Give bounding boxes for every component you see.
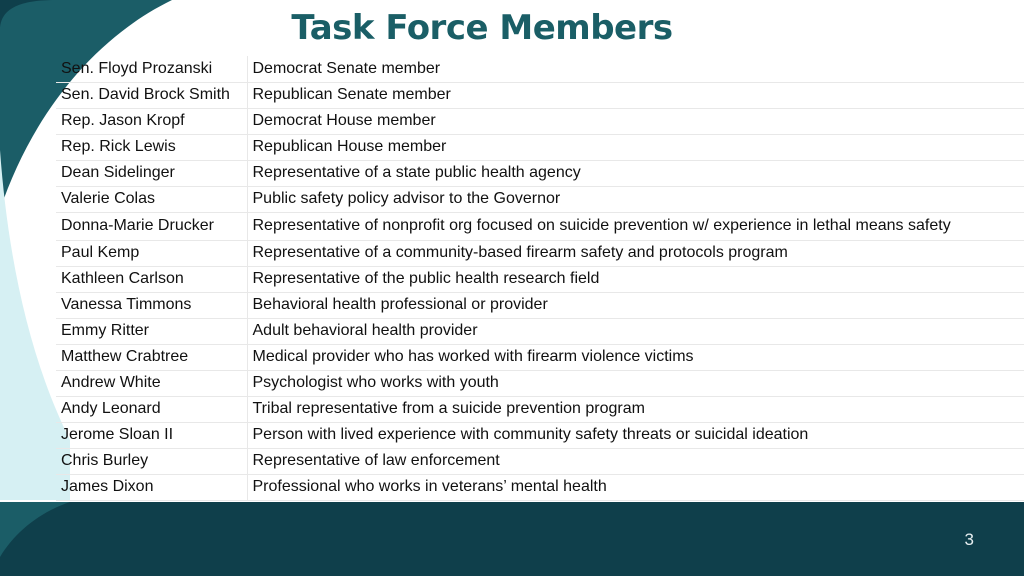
- table-row: [56, 422, 1024, 448]
- table-row: [56, 212, 1024, 240]
- member-name: Matthew Crabtree: [56, 344, 247, 370]
- member-name: Sen. David Brock Smith: [56, 82, 247, 108]
- table-row: [56, 56, 1024, 82]
- member-name: Vanessa Timmons: [56, 292, 247, 318]
- table-row: [56, 186, 1024, 212]
- member-role: Person with lived experience with community safety threats or suicidal ideation: [247, 422, 1024, 448]
- member-name: Dean Sidelinger: [56, 160, 247, 186]
- member-role: Representative of nonprofit org focused on suicide prevention w/ experience in lethal means safety: [247, 212, 1024, 240]
- members-table: [56, 56, 1024, 501]
- member-role: Representative of the public health research field: [247, 266, 1024, 292]
- member-name: Paul Kemp: [56, 240, 247, 266]
- table-row: [56, 370, 1024, 396]
- member-name: Sen. Floyd Prozanski: [56, 56, 247, 82]
- table-row: [56, 266, 1024, 292]
- table-row: [56, 344, 1024, 370]
- table-row: [56, 108, 1024, 134]
- member-name: Chris Burley: [56, 448, 247, 474]
- member-role: Adult behavioral health provider: [247, 318, 1024, 344]
- member-name: Jerome Sloan II: [56, 422, 247, 448]
- member-name: Rep. Rick Lewis: [56, 134, 247, 160]
- member-role: Public safety policy advisor to the Governor: [247, 186, 1024, 212]
- table-row: [56, 448, 1024, 474]
- member-role: Representative of a state public health agency: [247, 160, 1024, 186]
- member-name: Kathleen Carlson: [56, 266, 247, 292]
- table-row: [56, 160, 1024, 186]
- member-role: Republican House member: [247, 134, 1024, 160]
- page-number: 3: [964, 530, 974, 549]
- table-row: [56, 82, 1024, 108]
- table-row: [56, 292, 1024, 318]
- member-role: Medical provider who has worked with firearm violence victims: [247, 344, 1024, 370]
- member-role: Representative of a community-based firearm safety and protocols program: [247, 240, 1024, 266]
- member-role: Professional who works in veterans’ mental health: [247, 474, 1024, 500]
- member-role: Behavioral health professional or provider: [247, 292, 1024, 318]
- member-role: Democrat House member: [247, 108, 1024, 134]
- member-role: Democrat Senate member: [247, 56, 1024, 82]
- slide-title: Task Force Members: [291, 8, 673, 48]
- member-name: Valerie Colas: [56, 186, 247, 212]
- member-name: Emmy Ritter: [56, 318, 247, 344]
- member-name: Andy Leonard: [56, 396, 247, 422]
- table-row: [56, 318, 1024, 344]
- table-row: [56, 240, 1024, 266]
- table-row: [56, 134, 1024, 160]
- footer-band: [0, 502, 1024, 576]
- member-role: Republican Senate member: [247, 82, 1024, 108]
- table-row: [56, 474, 1024, 500]
- member-name: Andrew White: [56, 370, 247, 396]
- member-role: Psychologist who works with youth: [247, 370, 1024, 396]
- member-name: James Dixon: [56, 474, 247, 500]
- member-role: Representative of law enforcement: [247, 448, 1024, 474]
- member-name: Donna-Marie Drucker: [56, 212, 247, 240]
- table-row: [56, 396, 1024, 422]
- member-role: Tribal representative from a suicide prevention program: [247, 396, 1024, 422]
- member-name: Rep. Jason Kropf: [56, 108, 247, 134]
